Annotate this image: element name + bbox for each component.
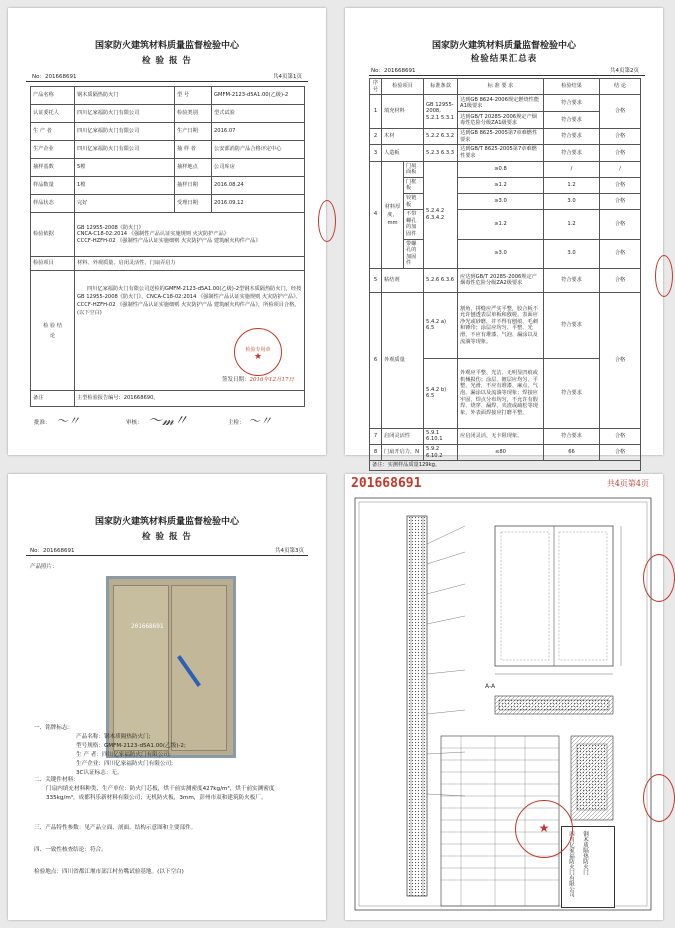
subitem-cell: 不带螺孔的加固件: [404, 210, 424, 239]
row-number: 8: [370, 445, 382, 461]
photo-number-label: 201668691: [131, 623, 164, 630]
company-seal: ★: [515, 800, 573, 858]
center-title: 国家防火建筑材料质量监督检验中心: [431, 41, 576, 51]
report-number-red: 201668691: [351, 476, 422, 491]
conclusion-cell: 合格: [600, 210, 641, 239]
conclusion-cell: 合格: [600, 292, 641, 428]
result-cell: 符合要求: [544, 95, 600, 112]
approver-signature: 〜〃: [56, 414, 81, 428]
subitem-cell: 铰链板: [404, 193, 424, 209]
main-inspector-signature: 〜〃: [248, 414, 273, 428]
photo-label: 产品照片：: [30, 564, 58, 570]
label-cell: 样品状态: [31, 195, 75, 213]
item-cell: 门扇开启力，N: [382, 445, 424, 461]
reviewer-signature: 〜𝓂〃: [148, 413, 188, 429]
item-cell: 人造板: [382, 145, 424, 161]
item-cell: 粘结剂: [382, 268, 424, 292]
result-cell: /: [544, 161, 600, 177]
row-number: 2: [370, 129, 382, 145]
result-cell: 符合要求: [544, 358, 600, 428]
clause-cell: 5.2.4.2 6.3.4.2: [424, 161, 458, 268]
result-cell: 符合要求: [544, 145, 600, 161]
clause-cell: 5.9.1 6.10.1: [424, 428, 458, 444]
edge-seal: [655, 255, 673, 297]
item-cell: 木材: [382, 129, 424, 145]
clause-cell: 5.2.6 6.3.6: [424, 268, 458, 292]
requirement-cell: 应启闭灵活，无卡阻现象。: [458, 428, 544, 444]
center-title: 国家防火建筑材料质量监督检验中心: [94, 517, 239, 527]
label-cell: 备注: [31, 391, 75, 407]
subitem-cell: 门框板: [404, 177, 424, 193]
nameplate-line: 生 产 者：四川亿家福防火门有限公司;: [76, 752, 171, 758]
result-cell: 1.2: [544, 177, 600, 193]
report-page-3: [8, 474, 326, 920]
label-cell: 检 验 结 论: [31, 271, 75, 391]
row-number: 7: [370, 428, 382, 444]
results-table: [369, 78, 641, 471]
subitem-cell: 门扇面板: [404, 161, 424, 177]
nameplate-line: 3C认证标志：无。: [76, 770, 123, 776]
header-divider: [26, 555, 308, 556]
result-cell: 3.0: [544, 239, 600, 268]
center-title: 国家防火建筑材料质量监督检验中心: [94, 41, 239, 51]
result-cell: 符合要求: [544, 112, 600, 129]
item-cell: 填充材料: [382, 95, 424, 129]
result-cell: 1.2: [544, 210, 600, 239]
value-cell: 5樘: [75, 159, 175, 177]
nameplate-section: [34, 724, 304, 778]
conclusion-cell: 合格: [600, 129, 641, 145]
label-cell: 生产企业: [31, 141, 75, 159]
value-cell: 主型检验报告编号：201668690。: [75, 391, 305, 407]
section-text: 见产品立面、剖面、结构示意图和主要部件。: [84, 825, 197, 831]
conclusion-cell: /: [600, 161, 641, 177]
requirement-cell: ≥3.0: [458, 193, 544, 209]
value-cell: 公安部消防产品合格评定中心: [212, 141, 305, 159]
main-inspector-label: 主检：: [228, 420, 245, 426]
row-number: 3: [370, 145, 382, 161]
section-heading: 三、产品特性参数：: [34, 825, 85, 831]
label-cell: 抽样基数: [31, 159, 75, 177]
section-label: A-A: [485, 683, 496, 690]
nameplate-line: 产品名称：钢木质隔热防火门;: [76, 734, 151, 740]
label-cell: 受理日期: [175, 195, 212, 213]
item-cell: 外观质量: [382, 292, 424, 428]
label-cell: 产品名称: [31, 87, 75, 105]
header-divider: [369, 75, 645, 76]
header-divider: [26, 81, 308, 82]
label-cell: 检验类别: [175, 105, 212, 123]
drawing-title: 钢木质隔热防火门: [582, 831, 588, 875]
conclusion-cell: 合格: [600, 95, 641, 129]
row-number: 5: [370, 268, 382, 292]
report-number: No：201668691: [32, 74, 77, 80]
section-heading: 四、一致性核查结论：: [34, 847, 90, 853]
page-indicator: 共4页第1页: [273, 74, 302, 80]
notes-cell: 备注：实测样品质量129kg。: [370, 461, 641, 471]
clause-cell: 5.9.2 6.10.2: [424, 445, 458, 461]
result-cell: 3.0: [544, 193, 600, 209]
conclusion-cell: 合格: [600, 145, 641, 161]
item-cell: 材料厚度，mm: [382, 161, 404, 268]
subitem-cell: 带螺孔的加固件: [404, 239, 424, 268]
nameplate-line: 型号规格：GMFM-2123-d5A1.00(乙级)-2;: [76, 743, 186, 749]
label-cell: 抽样地点: [175, 159, 212, 177]
approver-label: 批准：: [34, 420, 51, 426]
label-cell: 抽 样 者: [175, 141, 212, 159]
result-cell: 符合要求: [544, 129, 600, 145]
page-indicator-red: 共4页第4页: [606, 479, 649, 488]
clause-cell: 5.2.3 6.3.3: [424, 145, 458, 161]
value-cell: 2016.09.12: [212, 195, 305, 213]
edge-seal: [643, 554, 675, 602]
door-structure-drawing: [345, 474, 663, 920]
conclusion-cell: 合格: [600, 268, 641, 292]
value-cell: 四川亿家福防火门有限公司: [75, 105, 175, 123]
header-cell: 检验结果: [544, 79, 600, 95]
label-cell: 样品数量: [31, 177, 75, 195]
label-cell: 检验项目: [31, 257, 75, 271]
requirement-cell: ≥1.2: [458, 210, 544, 239]
row-number: 1: [370, 95, 382, 129]
test-location: 检验地点：四川省都江堰市部江村鱼嘴试验基地。(以下空白): [34, 869, 184, 875]
conclusion-cell: 合格: [600, 239, 641, 268]
result-cell: 符合要求: [544, 268, 600, 292]
conclusion-cell: 合格: [600, 445, 641, 461]
requirement-cell: ≥3.0: [458, 239, 544, 268]
materials-section: [34, 776, 304, 803]
basis-cell: [75, 213, 305, 257]
header-cell: 检验项目: [382, 79, 424, 95]
value-cell: 2016.07: [212, 123, 305, 141]
consistency-section: [34, 846, 304, 855]
conclusion-cell: [75, 271, 305, 391]
label-cell: 型 号: [175, 87, 212, 105]
page-indicator: 共4页第2页: [610, 68, 639, 74]
report-page-1: [8, 8, 326, 455]
report-page-4-drawing: [345, 474, 663, 920]
edge-seal: [318, 200, 336, 242]
label-cell: 生产日期: [175, 123, 212, 141]
value-cell: 1樘: [75, 177, 175, 195]
requirement-cell: 达到GB/T 20285-2006规定产烟毒性危险分级ZA1级要求: [458, 112, 544, 129]
requirement-cell: 割角、拼缝应严实平整，胶合板不允许刨透表层单板和戗槎，表面应净光或砂磨，并不得有刨痕、毛刺和锤印；涂层应均匀、平整、光滑，不应有堆漆、气泡、漏涂以及流淌等现象。: [458, 292, 544, 358]
conclusion-cell: 合格: [600, 177, 641, 193]
value-cell: 材料、外观质量、启闭灵活性、门扇弄启力: [75, 257, 305, 271]
value-cell: 四川亿家福防火门有限公司: [75, 123, 175, 141]
section-heading: 二、关键件材料：: [34, 777, 79, 783]
clause-cell: 5.4.2 b) 6.5: [424, 358, 458, 428]
requirement-cell: 外观应平整、光洁、无明显凹痕或机械损伤；涂层、镀层应均匀、平整、光滑，不应有堆漆、麻点、气泡、漏涂以及流淌等现象；焊接应牢固、焊点分布均匀，不允许有假焊、烧穿、漏焊、夹渣或疏松等现象，外表面焊接应打磨平整。: [458, 358, 544, 428]
requirement-cell: 应达到GB/T 20285-2006规定产烟毒性危险分级ZA2级要求: [458, 268, 544, 292]
value-cell: 2016.08.24: [212, 177, 305, 195]
clause-cell: 5.2.2 6.3.2: [424, 129, 458, 145]
label-cell: 认证委托人: [31, 105, 75, 123]
label-cell: 检验依据: [31, 213, 75, 257]
value-cell: 型式试验: [212, 105, 305, 123]
label-cell: 抽样日期: [175, 177, 212, 195]
value-cell: 钢木质隔热防火门: [75, 87, 175, 105]
edge-seal: [643, 774, 675, 822]
value-cell: 四川亿家福防火门有限公司: [75, 141, 175, 159]
basis-line: GB 12955-2008《防火门》: [77, 224, 144, 231]
label-cell: 生 产 者: [31, 123, 75, 141]
header-cell: 结 论: [600, 79, 641, 95]
reviewer-label: 审核：: [126, 420, 143, 426]
requirement-cell: ≥1.2: [458, 177, 544, 193]
requirement-cell: 达到GB 8624-2006规定燃烧性能A1级要求: [458, 95, 544, 112]
clause-cell: GB 12955-2008, 5.2.1 5.3.1: [424, 95, 458, 129]
report-title: 检 验 报 告: [142, 532, 192, 542]
row-number: 6: [370, 292, 382, 428]
item-cell: 启闭灵活性: [382, 428, 424, 444]
section-heading: 一、铭牌标志：: [34, 725, 74, 731]
conclusion-cell: 合格: [600, 428, 641, 444]
value-cell: GMFM-2123-d5A1.00(乙级)-2: [212, 87, 305, 105]
header-cell: 标准条款: [424, 79, 458, 95]
header-cell: 序号: [370, 79, 382, 95]
report-info-table: [30, 86, 305, 407]
result-cell: 符合要求: [544, 292, 600, 358]
requirement-cell: 达到GB/T 8625-2005第7章难燃性要求: [458, 145, 544, 161]
parameters-section: [34, 824, 304, 833]
summary-title: 检验结果汇总表: [470, 54, 538, 64]
report-number: No：201668691: [371, 68, 416, 74]
requirement-cell: ≥0.8: [458, 161, 544, 177]
conclusion-text: 四川亿家福防火门有限公司送检的GMFM-2123-d5A1.00(乙级)-2型钢木质隔热防火门，经按GB 12955-2008《防火门》、CNCA-C18-02:2014 《强制性产品认证实施规则 火灾防护产品》、CCCF-HZFH-02 《强制性产品认证实施细则 火灾防护产品 建筑耐火构件产品》，所检项目合格。(以下空白): [77, 286, 302, 316]
report-number: No：201668691: [30, 548, 75, 554]
row-number: 4: [370, 161, 382, 268]
header-cell: 标 准 要 求: [458, 79, 544, 95]
nameplate-line: 生产企业：四川亿家福防火门有限公司;: [76, 761, 173, 767]
section-text: 符合。: [89, 847, 107, 853]
basis-line: CNCA-C18-02:2014 《强制性产品认证实施规则 火灾防护产品》: [77, 231, 229, 238]
issue-date: 签发日期：2016年12月17日: [221, 377, 294, 383]
section-text: 门扇内填充材料种类、生产单位：防火门芯板，烘干前实测密度427kg/m³，烘干前实测密度335kg/m³，成都科乐新材料有限公司；无机防火板，3mm，彭州市双和建筑防火板厂。: [46, 786, 275, 801]
requirement-cell: 达到GB 8625-2005第7章难燃性要求: [458, 129, 544, 145]
clause-cell: 5.4.2 a) 6.5: [424, 292, 458, 358]
company-name: 四川亿家福防火门有限公司: [568, 831, 574, 897]
conclusion-cell: 合格: [600, 193, 641, 209]
requirement-cell: ≤80: [458, 445, 544, 461]
result-cell: 符合要求: [544, 428, 600, 444]
report-title: 检 验 报 告: [142, 56, 192, 66]
report-page-2: [345, 8, 663, 469]
value-cell: 公司库房: [212, 159, 305, 177]
result-cell: 66: [544, 445, 600, 461]
value-cell: 完好: [75, 195, 175, 213]
page-indicator: 共4页第3页: [275, 548, 304, 554]
basis-line: CCCF-HZFH-02 《强制性产品认证实施细则 火灾防护产品 建筑耐火构件产品》: [77, 237, 261, 244]
inspection-stamp: 检验专用章 ★: [234, 328, 282, 376]
